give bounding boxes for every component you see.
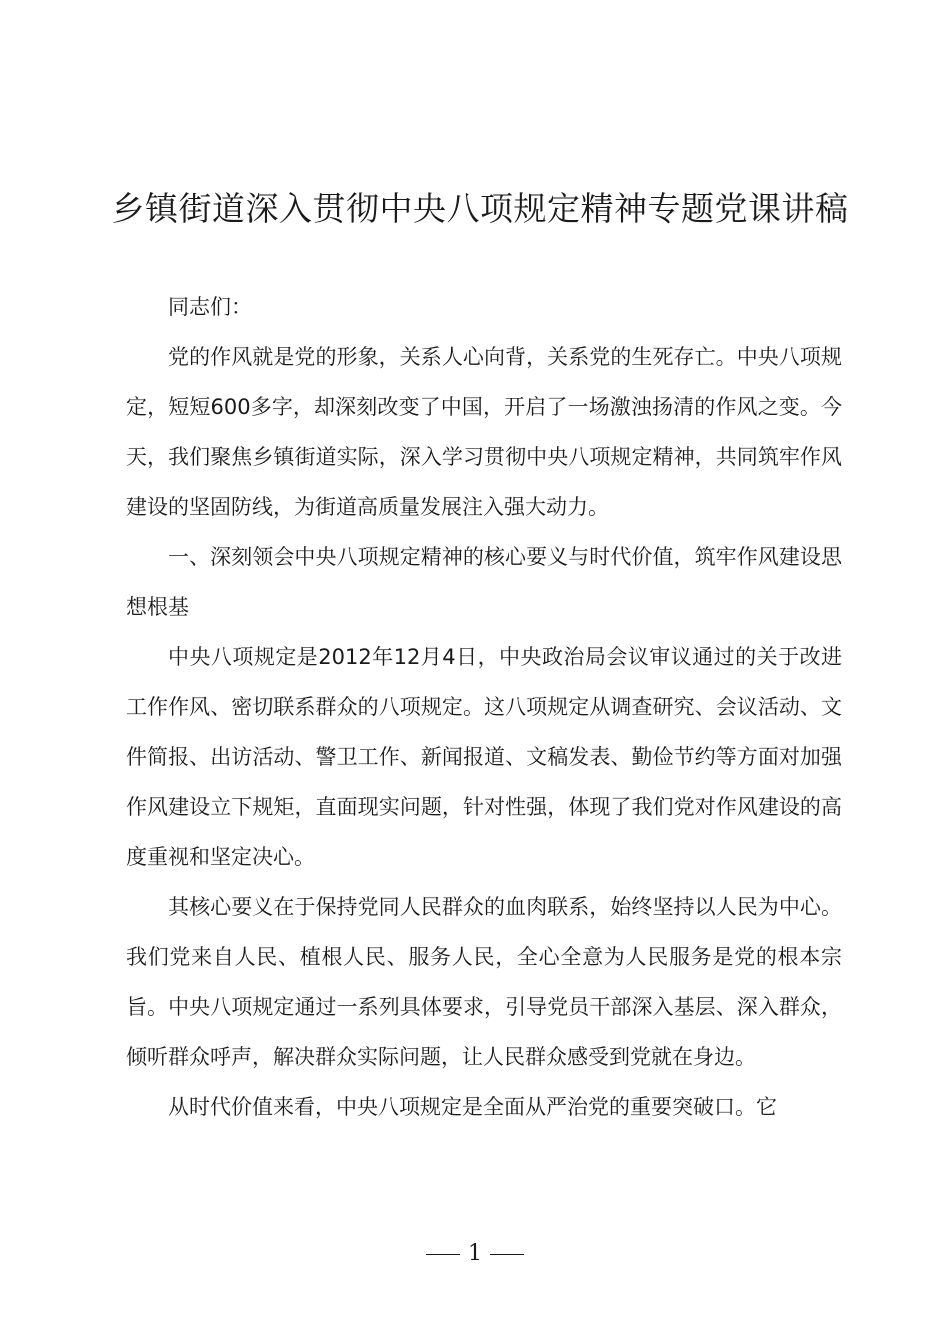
footer-dash-left — [426, 1254, 460, 1255]
document-title: 乡镇街道深入贯彻中央八项规定精神专题党课讲稿 — [111, 189, 849, 228]
salutation: 同志们： — [168, 295, 252, 319]
paragraph-era-value: 从时代价值来看，中央八项规定是全面从严治党的重要突破口。它 — [168, 1095, 777, 1119]
document-body — [126, 282, 842, 1132]
paragraph-core-meaning: 其核心要义在于保持党同人民群众的血肉联系，始终坚持以人民为中心。我们党来自人民、植根人民、服务人民，全心全意为人民服务是党的根本宗旨。中央八项规定通过一系列具体要求，引导党员干部深入基层、深入群众，倾听群众呼声，解决群众实际问题，让人民群众感受到党就在身边。 — [126, 895, 842, 1069]
footer-dash-right — [490, 1254, 524, 1255]
section-heading-1: 一、深刻领会中央八项规定精神的核心要义与时代价值，筑牢作风建设思想根基 — [126, 545, 842, 619]
page-footer — [0, 1238, 950, 1270]
page-number: 1 — [468, 1241, 482, 1266]
paragraph-background: 中央八项规定是2012年12月4日，中央政治局会议审议通过的关于改进工作作风、密切联系群众的八项规定。这八项规定从调查研究、会议活动、文件简报、出访活动、警卫工作、新闻报道、文稿发表、勤俭节约等方面对加强作风建设立下规矩，直面现实问题，针对性强，体现了我们党对作风建设的高度重视和坚定决心。 — [126, 645, 842, 869]
paragraph-intro: 党的作风就是党的形象，关系人心向背，关系党的生死存亡。中央八项规定，短短600多字，却深刻改变了中国，开启了一场激浊扬清的作风之变。今天，我们聚焦乡镇街道实际，深入学习贯彻中央八项规定精神，共同筑牢作风建设的坚固防线，为街道高质量发展注入强大动力。 — [126, 345, 842, 519]
